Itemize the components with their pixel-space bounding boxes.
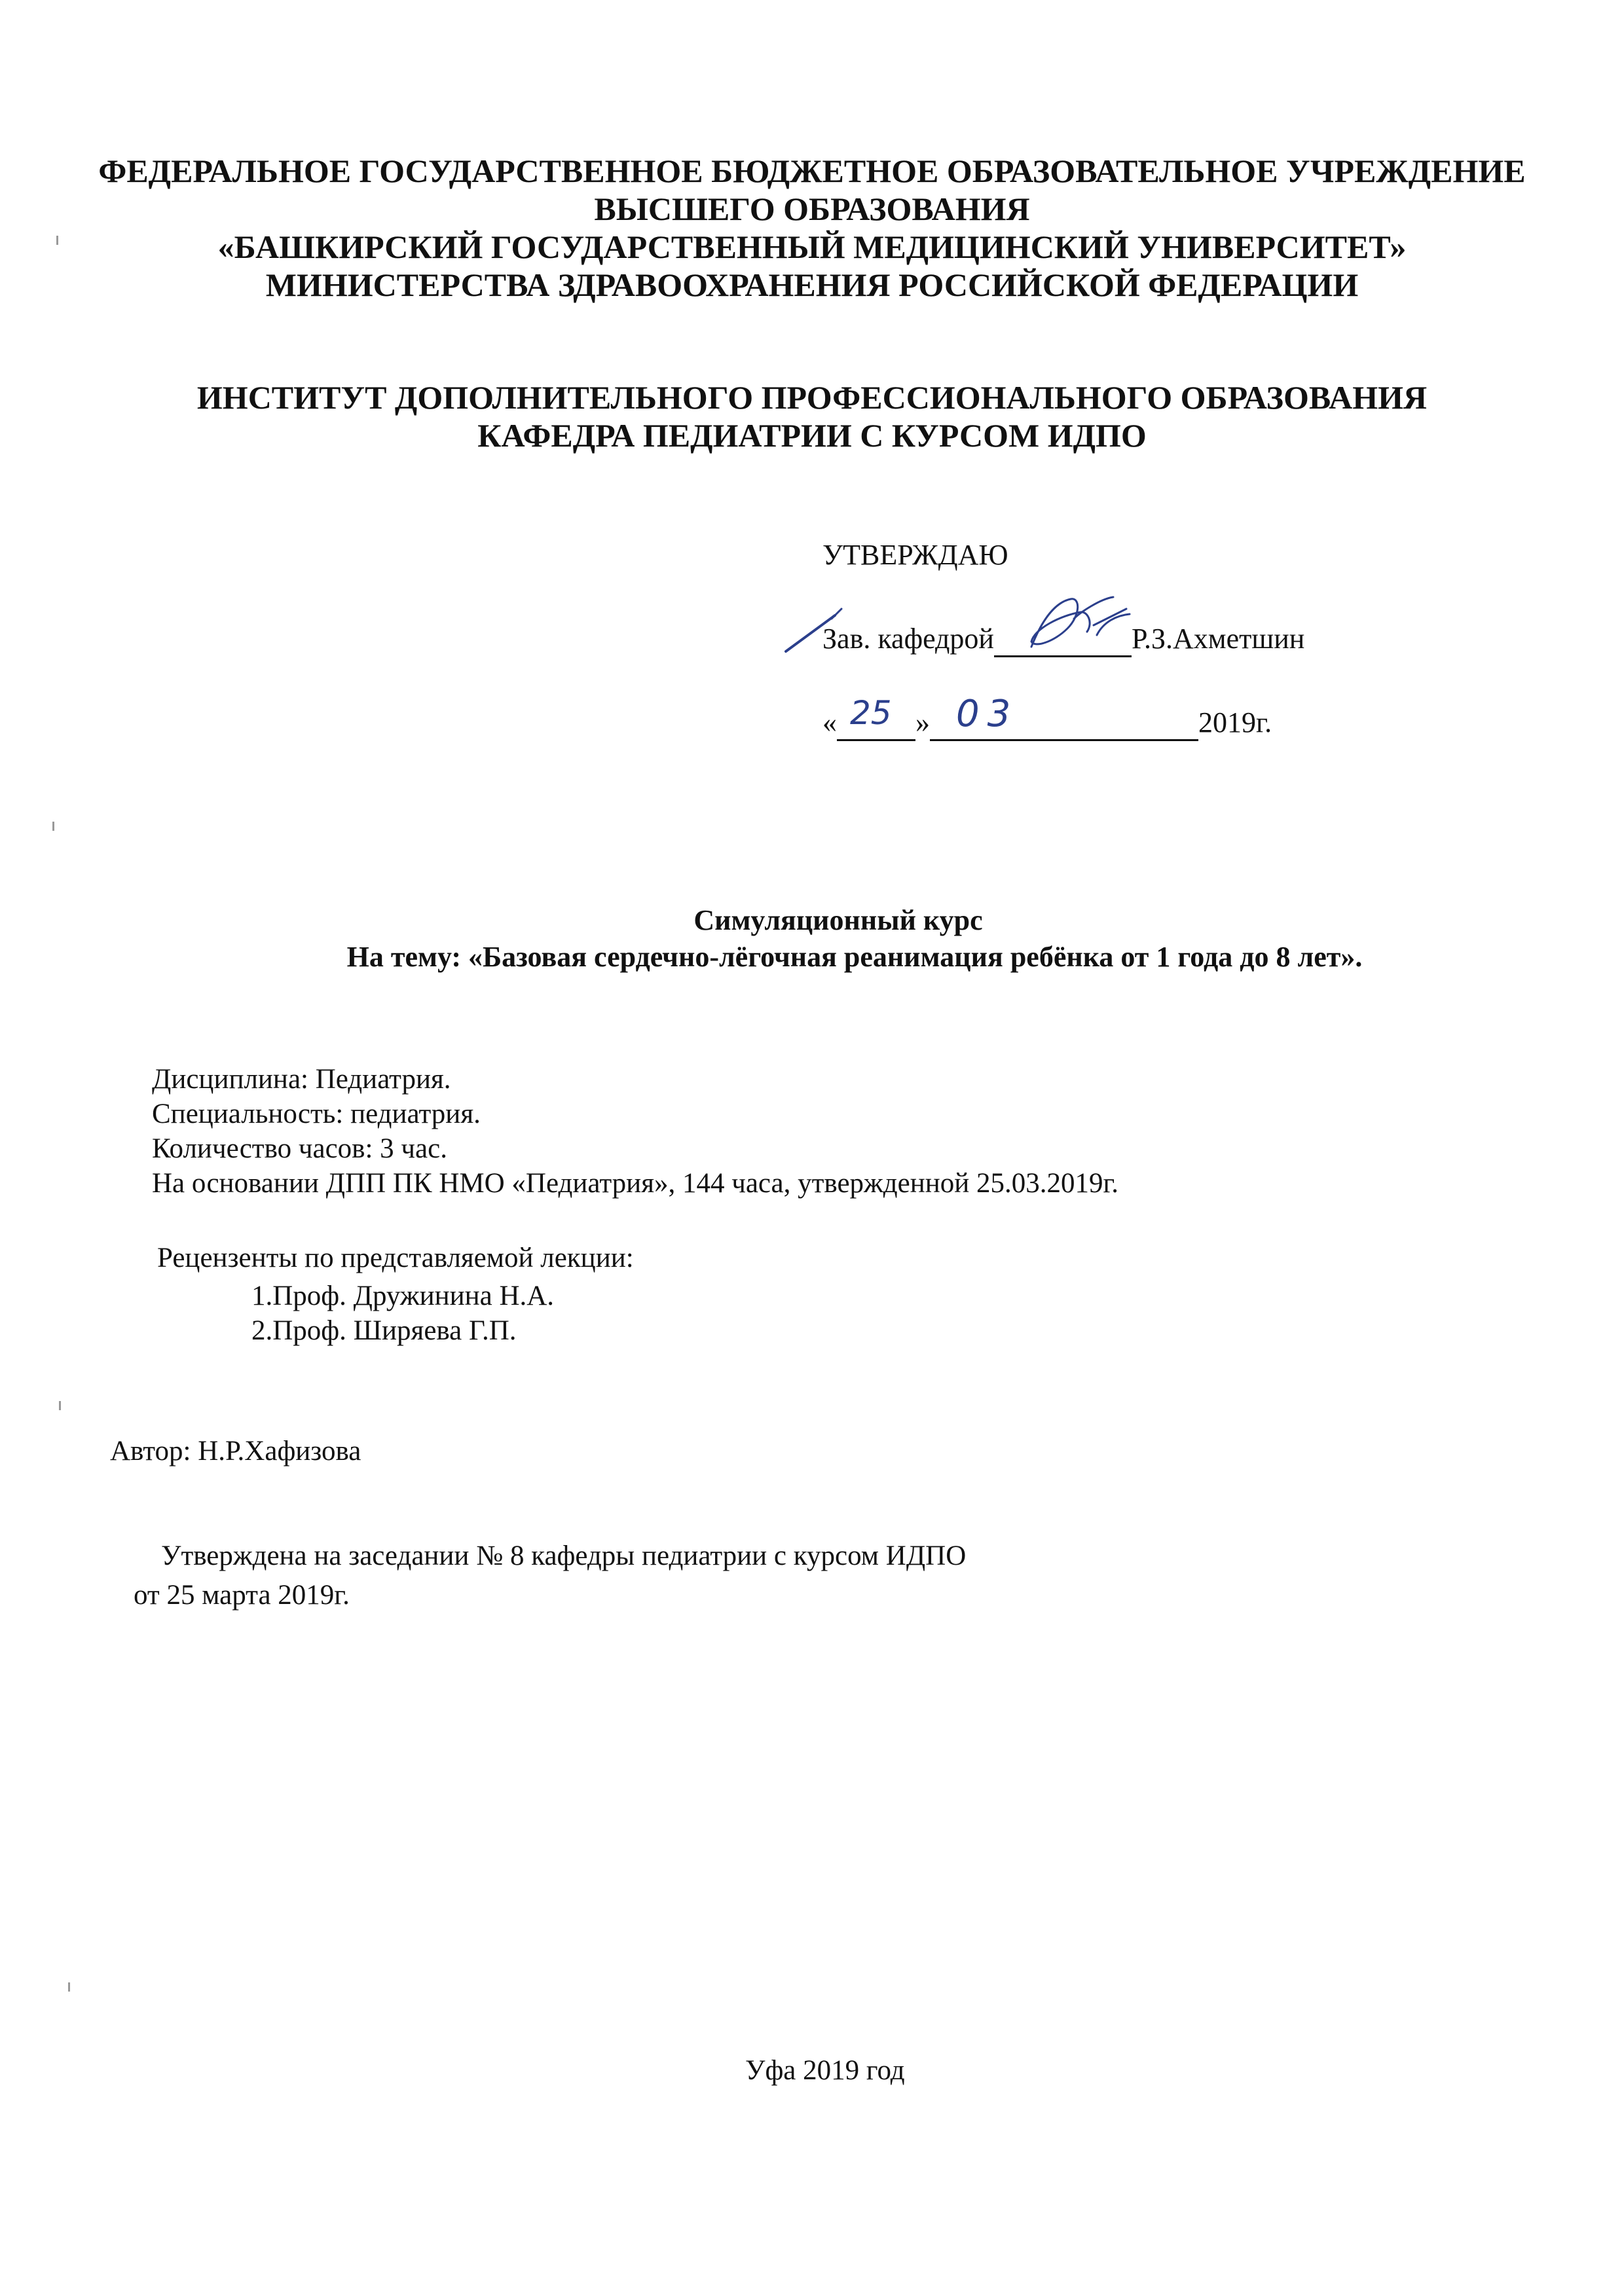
university-header — [0, 152, 1624, 304]
course-heading — [0, 902, 1624, 975]
date-day-field — [837, 694, 915, 741]
scan-mark — [52, 822, 54, 831]
author: Автор: Н.Р.Хафизова — [110, 1436, 361, 1467]
date-open-quote: « — [822, 706, 837, 738]
date-close-quote: » — [915, 706, 930, 738]
header-line-1: ФЕДЕРАЛЬНОЕ ГОСУДАРСТВЕННОЕ БЮДЖЕТНОЕ ОБРАЗОВАТЕЛЬНОЕ УЧРЕЖДЕНИЕ — [98, 153, 1526, 189]
approval-date-line — [822, 693, 1272, 741]
reviewer-item: 1.Проф. Дружинина Н.А. — [251, 1281, 555, 1311]
institute-name: ИНСТИТУТ ДОПОЛНИТЕЛЬНОГО ПРОФЕССИОНАЛЬНОГО ОБРАЗОВАНИЯ — [196, 379, 1428, 416]
approval-title: УТВЕРЖДАЮ — [822, 539, 1008, 571]
meeting-line-2: от 25 марта 2019г. — [134, 1580, 350, 1611]
approval-name: Р.З.Ахметшин — [1131, 623, 1305, 655]
date-year: 2019г. — [1198, 706, 1272, 738]
meeting-line-1: Утверждена на заседании № 8 кафедры педиатрии с курсом ИДПО — [161, 1540, 967, 1571]
date-month: 03 — [956, 693, 1019, 735]
specialty: Специальность: педиатрия. — [152, 1099, 481, 1129]
header-line-4: МИНИСТЕРСТВА ЗДРАВООХРАНЕНИЯ РОССИЙСКОЙ ФЕДЕРАЦИИ — [265, 266, 1359, 303]
course-topic: На тему: «Базовая сердечно-лёгочная реанимация ребёнка от 1 года до 8 лет». — [346, 941, 1363, 973]
course-title: Симуляционный курс — [693, 904, 983, 936]
footer-city-year: Уфа 2019 год — [745, 2055, 905, 2086]
scan-mark — [59, 1401, 61, 1410]
approval-position: Зав. кафедрой — [822, 623, 994, 655]
date-day: 25 — [850, 694, 892, 732]
reviewer-item: 2.Проф. Ширяева Г.П. — [251, 1315, 517, 1346]
institute-header — [0, 378, 1624, 454]
header-line-3: «БАШКИРСКИЙ ГОСУДАРСТВЕННЫЙ МЕДИЦИНСКИЙ УНИВЕРСИТЕТ» — [217, 228, 1407, 265]
basis: На основании ДПП ПК НМО «Педиатрия», 144 часа, утвержденной 25.03.2019г. — [152, 1168, 1119, 1199]
discipline: Дисциплина: Педиатрия. — [152, 1064, 451, 1095]
hours: Количество часов: 3 час. — [152, 1133, 447, 1164]
reviewers-heading: Рецензенты по представляемой лекции: — [157, 1243, 634, 1273]
reviewers-list — [251, 1279, 554, 1348]
header-line-2: ВЫСШЕГО ОБРАЗОВАНИЯ — [594, 191, 1030, 227]
scan-mark — [68, 1982, 70, 1992]
handwritten-signature — [773, 589, 1139, 668]
course-info — [152, 1062, 1118, 1201]
date-month-field — [930, 693, 1198, 741]
department-name: КАФЕДРА ПЕДИАТРИИ С КУРСОМ ИДПО — [477, 417, 1147, 454]
